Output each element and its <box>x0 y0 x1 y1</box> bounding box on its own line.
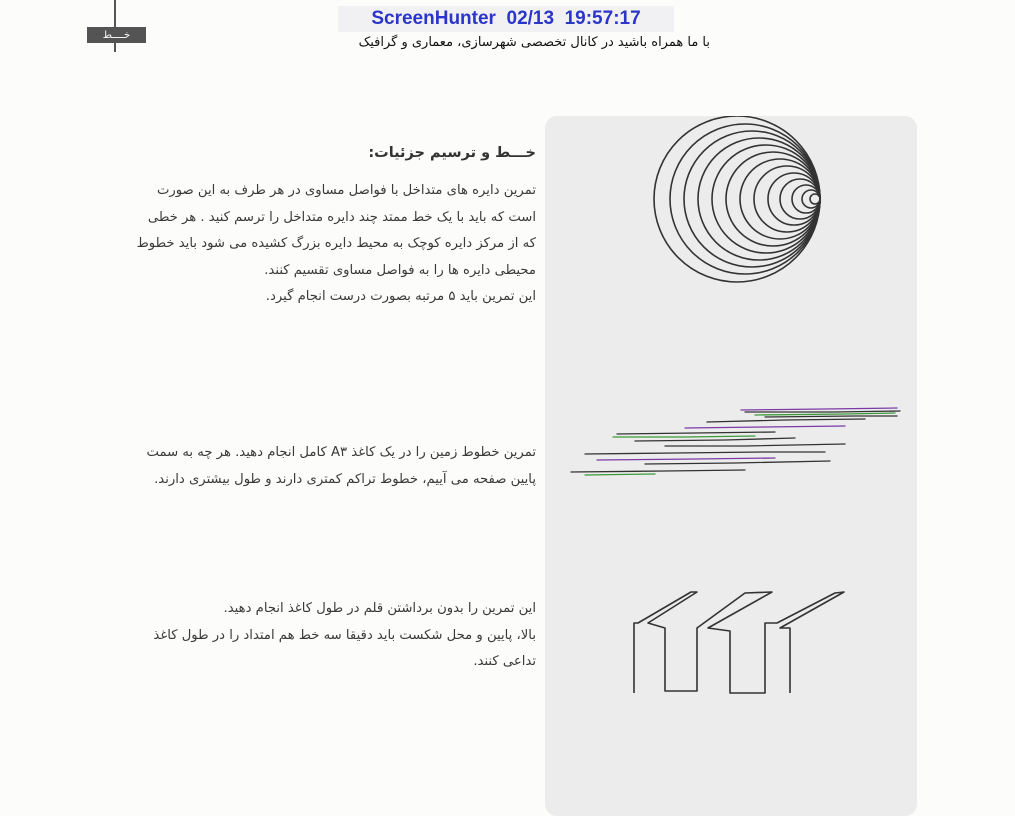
paragraph-line: پایین صفحه می آییم، خطوط تراکم کمتری دارند و طول بیشتری دارند. <box>154 471 536 487</box>
nested-circles-sketch <box>654 116 820 282</box>
continuous-line-sketch <box>634 592 844 693</box>
ground-lines-sketch <box>571 408 900 475</box>
paragraph-line: بالا، پایین و محل شکست باید دقیقا سه خط هم امتداد را در طول کاغذ <box>153 627 536 643</box>
chapter-tab-line <box>114 0 116 52</box>
exercise-paragraph-continuous-line <box>100 596 536 676</box>
paragraph-line: تمرین دایره های متداخل با فواصل مساوی در هر طرف به این صورت <box>156 183 536 198</box>
section-title: خـــط و ترسیم جزئیات: <box>368 145 536 161</box>
paragraph-line: این تمرین را بدون برداشتن قلم در طول کاغذ انجام دهید. <box>223 601 536 616</box>
paragraph-line: تداعی کنند. <box>473 654 536 669</box>
paragraph-line: است که باید با یک خط ممتد چند دایره متداخل را ترسم کنید . هر خطی <box>147 209 536 225</box>
channel-subtitle: با ما همراه باشید در کانال تخصصی شهرسازی، معماری و گرافیک <box>358 35 710 50</box>
exercise-paragraph-ground-lines <box>100 440 536 493</box>
illustration-canvas <box>545 116 917 816</box>
paragraph-line: محیطی دایره ها را به فواصل مساوی تقسیم کنند. <box>264 262 536 278</box>
paragraph-line: که از مرکز دایره کوچک به محیط دایره بزرگ کشیده می شود باید خطوط <box>136 236 536 251</box>
paragraph-line: این تمرین باید ۵ مرتبه بصورت درست انجام گیرد. <box>265 289 536 304</box>
exercise-paragraph-circles <box>100 178 536 311</box>
paragraph-line: تمرین خطوط زمین را در یک کاغذ A۳ کامل انجام دهید. هر چه به سمت <box>146 445 536 460</box>
chapter-tab: خــــط <box>87 27 146 43</box>
screenhunter-watermark: ScreenHunter 02/13 19:57:17 <box>338 6 674 32</box>
illustration-panel <box>545 116 917 816</box>
